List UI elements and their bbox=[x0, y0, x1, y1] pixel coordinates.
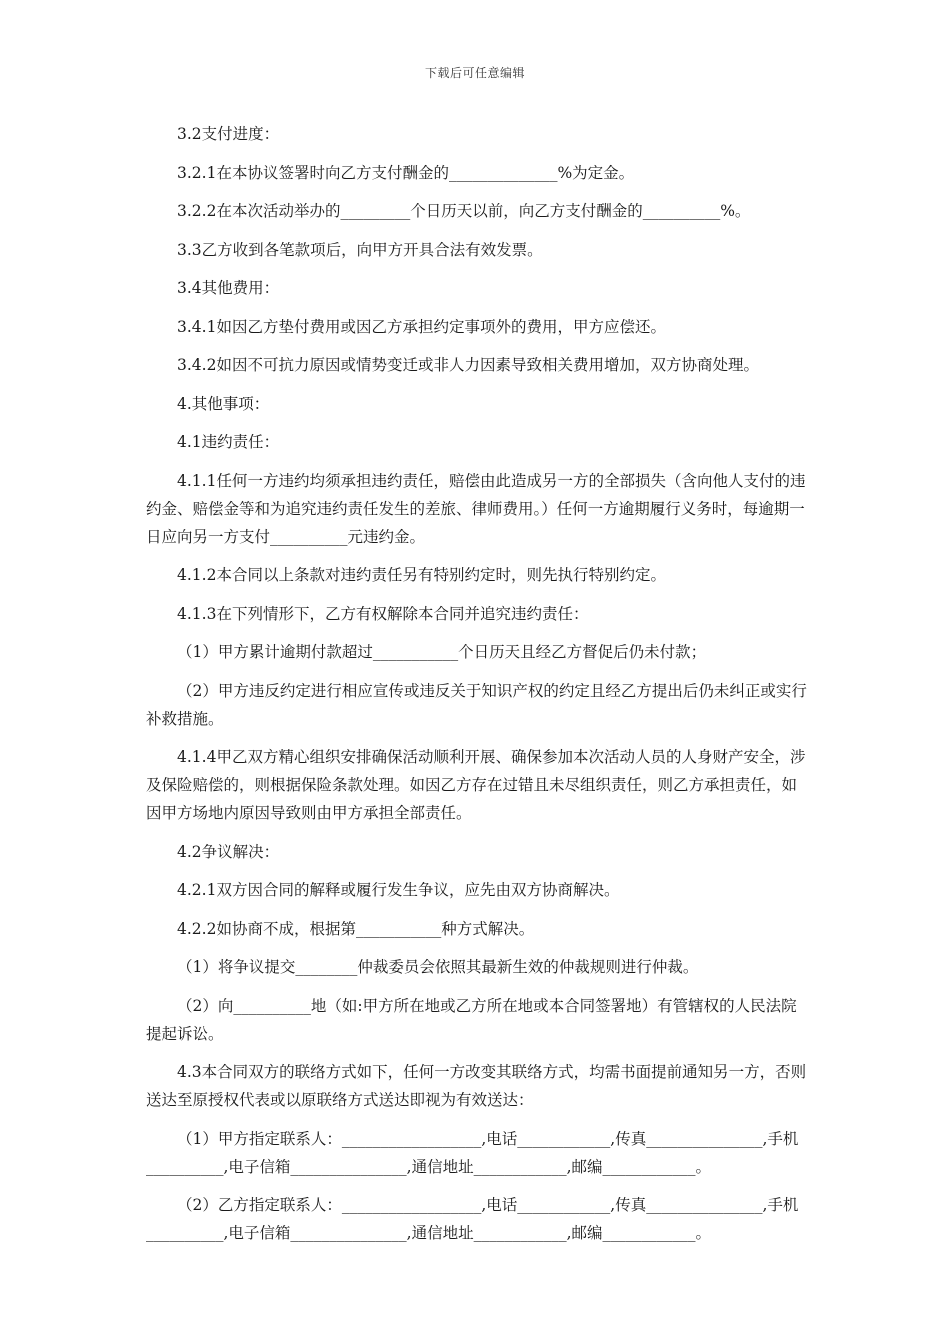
paragraph: 4.1.1任何一方违约均须承担违约责任，赔偿由此造成另一方的全部损失（含向他人支付的违约金、赔偿金等和为追究违约责任发生的差旅、律师费用。）任何一方逾期履行义务时，每逾期一日应向另一方支付__________元违约金。 bbox=[146, 471, 806, 546]
paragraph: 3.3乙方收到各笔款项后，向甲方开具合法有效发票。 bbox=[177, 240, 543, 259]
paragraph: 4.1.2本合同以上条款对违约责任另有特别约定时，则先执行特别约定。 bbox=[177, 566, 666, 584]
paragraph: 4.2争议解决： bbox=[177, 842, 280, 861]
paragraph: 3.4.2如因不可抗力原因或情势变迁或非人力因素导致相关费用增加，双方协商处理。 bbox=[177, 356, 759, 374]
paragraph: 4.其他事项： bbox=[177, 394, 270, 413]
paragraph: 4.1违约责任： bbox=[177, 433, 280, 451]
paragraph: 4.3本合同双方的联络方式如下，任何一方改变其联络方式，均需书面提前通知另一方，否则送达至原授权代表或以原联络方式送达即视为有效送达： bbox=[146, 1063, 807, 1109]
paragraph: 4.2.1双方因合同的解释或履行发生争议，应先由双方协商解决。 bbox=[177, 881, 620, 899]
paragraph: （1）甲方指定联系人：__________________,电话____________,传真_______________,手机__________,电子信箱_______________,通信地址____________,邮编____________。 bbox=[146, 1129, 799, 1176]
paragraph: 4.1.4甲乙双方精心组织安排确保活动顺利开展、确保参加本次活动人员的人身财产安全，涉及保险赔偿的，则根据保险条款处理。如因乙方存在过错且未尽组织责任，则乙方承担责任，如因甲方场地内原因导致则由甲方承担全部责任。 bbox=[146, 748, 806, 822]
document-body bbox=[146, 120, 810, 1258]
paragraph: 3.4其他费用： bbox=[177, 279, 280, 297]
paragraph: （1）甲方累计逾期付款超过___________个日历天且经乙方督促后仍未付款； bbox=[177, 643, 707, 661]
paragraph: 3.2支付进度： bbox=[177, 125, 280, 143]
paragraph: 3.2.1在本协议签署时向乙方支付酬金的______________%为定金。 bbox=[177, 163, 635, 182]
paragraph: 4.2.2如协商不成，根据第___________种方式解决。 bbox=[177, 919, 535, 938]
paragraph: （2）甲方违反约定进行相应宣传或违反关于知识产权的约定且经乙方提出后仍未纠正或实行补救措施。 bbox=[146, 681, 807, 728]
paragraph: 4.1.3在下列情形下，乙方有权解除本合同并追究违约责任： bbox=[177, 604, 589, 623]
page-header: 下载后可任意编辑 bbox=[424, 66, 525, 80]
paragraph: （2）乙方指定联系人：__________________,电话____________,传真_______________,手机__________,电子信箱_______________,通信地址____________,邮编____________。 bbox=[146, 1196, 799, 1242]
paragraph: 3.4.1如因乙方垫付费用或因乙方承担约定事项外的费用，甲方应偿还。 bbox=[177, 317, 666, 336]
paragraph: 3.2.2在本次活动举办的_________个日历天以前，向乙方支付酬金的__________%。 bbox=[177, 202, 751, 220]
paragraph: （2）向__________地（如:甲方所在地或乙方所在地或本合同签署地）有管辖权的人民法院提起诉讼。 bbox=[146, 996, 797, 1043]
paragraph: （1）将争议提交________仲裁委员会依照其最新生效的仲裁规则进行仲裁。 bbox=[177, 958, 699, 976]
